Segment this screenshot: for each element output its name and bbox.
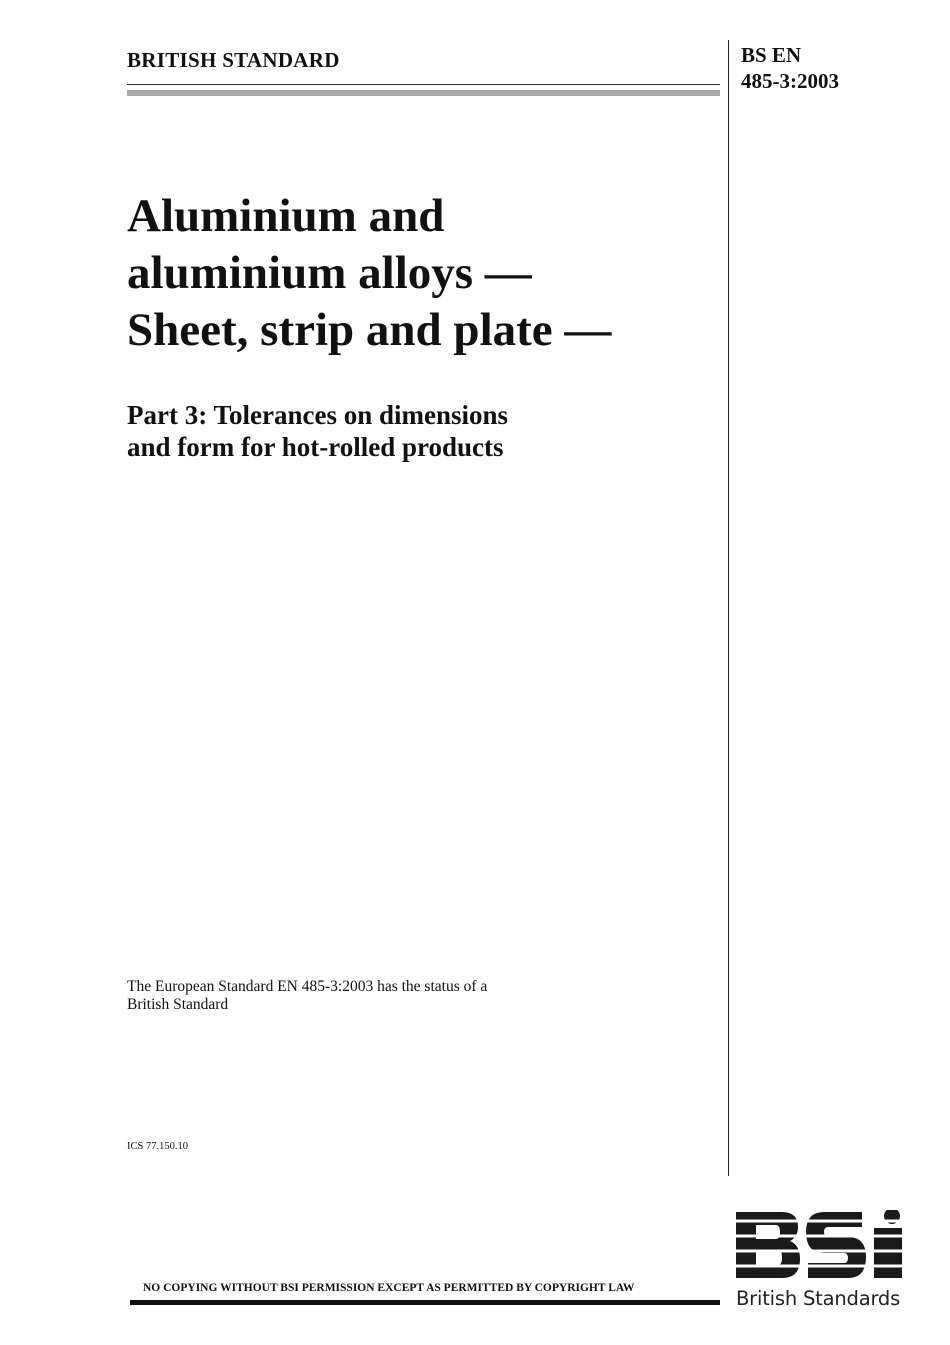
subtitle-line-1: Part 3: Tolerances on dimensions bbox=[127, 400, 509, 430]
header-label: BRITISH STANDARD bbox=[127, 48, 340, 72]
document-subtitle bbox=[127, 399, 727, 463]
copyright-notice: NO COPYING WITHOUT BSI PERMISSION EXCEPT AS PERMITTED BY COPYRIGHT LAW bbox=[143, 1282, 635, 1294]
bsi-wordmark: British Standards bbox=[736, 1287, 901, 1310]
status-note bbox=[127, 978, 647, 1014]
status-note-line-2: British Standard bbox=[127, 996, 229, 1013]
document-number-line-1: BS EN bbox=[741, 43, 802, 67]
header-rule-thick bbox=[127, 90, 720, 96]
title-line-1: Aluminium and bbox=[127, 190, 445, 242]
header-rule-thin bbox=[127, 84, 720, 85]
bsi-logo-icon bbox=[736, 1210, 906, 1285]
document-title bbox=[127, 188, 727, 359]
status-note-line-1: The European Standard EN 485-3:2003 has the status of a bbox=[127, 978, 488, 995]
footer-rule bbox=[130, 1300, 720, 1305]
ics-code: ICS 77.150.10 bbox=[127, 1141, 188, 1152]
title-line-3: Sheet, strip and plate — bbox=[127, 304, 612, 356]
subtitle-line-2: and form for hot-rolled products bbox=[127, 432, 504, 462]
document-number-line-2: 485-3:2003 bbox=[741, 69, 839, 93]
title-line-2: aluminium alloys — bbox=[127, 247, 532, 299]
vertical-divider bbox=[728, 40, 729, 1176]
document-number bbox=[741, 42, 839, 94]
